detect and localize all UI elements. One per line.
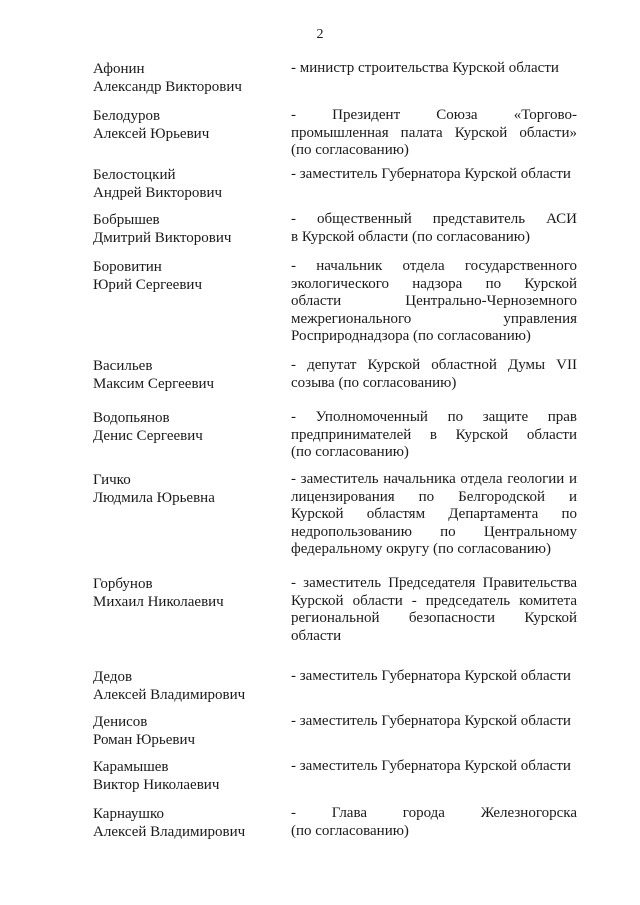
member-given-names: Виктор Николаевич <box>93 777 220 793</box>
member-position-line: созыва (по согласованию) <box>291 374 457 391</box>
member-position-line: - министр строительства Курской области <box>291 60 559 76</box>
member-given-names: Андрей Викторович <box>93 185 223 201</box>
member-name <box>93 107 283 143</box>
member-position-line: экологического надзора по Курской <box>291 275 577 292</box>
member-name <box>93 357 283 393</box>
member-position-line: федеральному округу (по согласованию) <box>291 541 551 557</box>
member-given-names: Дмитрий Викторович <box>93 230 232 246</box>
member-given-names: Максим Сергеевич <box>93 376 215 392</box>
member-given-names: Михаил Николаевич <box>93 594 224 610</box>
member-name <box>93 211 283 247</box>
member-name <box>93 758 283 794</box>
member-position <box>291 357 577 392</box>
member-position-line: недропользованию по Центральному <box>291 523 577 540</box>
member-position <box>291 258 577 346</box>
member-position-line: предпринимателей в Курской области <box>291 426 577 443</box>
member-position-line: - Глава города Железногорска <box>291 805 577 821</box>
member-position-line: (по согласованию) <box>291 822 409 839</box>
member-position-line: Курской области - председатель комитета <box>291 592 577 609</box>
member-given-names: Алексей Владимирович <box>93 824 246 840</box>
member-surname: Васильев <box>93 358 153 374</box>
member-given-names: Людмила Юрьевна <box>93 490 215 506</box>
member-position <box>291 713 577 731</box>
member-given-names: Александр Викторович <box>93 79 242 95</box>
member-given-names: Алексей Владимирович <box>93 687 246 703</box>
member-position <box>291 409 577 462</box>
member-position-line: - заместитель Губернатора Курской области <box>291 713 571 729</box>
member-surname: Карнаушко <box>93 806 164 822</box>
member-position-line: (по согласованию) <box>291 444 409 460</box>
member-surname: Денисов <box>93 714 148 730</box>
page-number: 2 <box>316 27 324 42</box>
member-given-names: Алексей Юрьевич <box>93 126 210 142</box>
member-position-line: межрегионального управления <box>291 310 577 327</box>
member-position <box>291 60 577 78</box>
member-position <box>291 758 577 776</box>
member-position-line: (по согласованию) <box>291 142 409 158</box>
member-given-names: Юрий Сергеевич <box>93 277 202 293</box>
member-position-line: - начальник отдела государственного <box>291 258 577 274</box>
member-name <box>93 575 283 611</box>
member-position-line: - заместитель Губернатора Курской области <box>291 166 571 182</box>
member-surname: Боровитин <box>93 259 162 275</box>
member-surname: Белостоцкий <box>93 167 176 183</box>
member-position-line: - общественный представитель АСИ <box>291 211 577 227</box>
member-given-names: Роман Юрьевич <box>93 732 196 748</box>
member-surname: Карамышев <box>93 759 169 775</box>
member-name <box>93 409 283 445</box>
member-position-line: - заместитель начальника отдела геологии и <box>291 471 577 487</box>
member-surname: Афонин <box>93 61 145 77</box>
member-surname: Горбунов <box>93 576 153 592</box>
member-position-line: Курской областям Департамента по <box>291 506 577 522</box>
member-position <box>291 805 577 840</box>
member-position <box>291 211 577 246</box>
member-position-line: области <box>291 627 342 644</box>
member-position-line: - Президент Союза «Торгово- <box>291 107 577 123</box>
member-surname: Гичко <box>93 472 131 488</box>
member-name <box>93 805 283 841</box>
member-name <box>93 471 283 507</box>
member-position-line: - заместитель Председателя Правительства <box>291 575 577 591</box>
member-surname: Водопьянов <box>93 410 170 426</box>
member-position-line: - заместитель Губернатора Курской области <box>291 668 571 684</box>
member-position-line: промышленная палата Курской области» <box>291 124 577 141</box>
member-name <box>93 258 283 294</box>
member-position <box>291 166 577 184</box>
member-position-line: Росприроднадзора (по согласованию) <box>291 328 531 344</box>
member-position <box>291 107 577 160</box>
member-position-line: области Центрально-Черноземного <box>291 293 577 309</box>
member-surname: Бобрышев <box>93 212 160 228</box>
member-position <box>291 471 577 559</box>
member-surname: Дедов <box>93 669 133 685</box>
member-position-line: - заместитель Губернатора Курской области <box>291 758 571 774</box>
member-name <box>93 713 283 749</box>
member-position-line: в Курской области (по согласованию) <box>291 228 530 245</box>
member-surname: Белодуров <box>93 108 161 124</box>
member-position <box>291 575 577 645</box>
member-name <box>93 166 283 202</box>
member-given-names: Денис Сергеевич <box>93 428 203 444</box>
member-name <box>93 60 283 96</box>
member-position <box>291 668 577 686</box>
member-position-line: региональной безопасности Курской <box>291 610 577 626</box>
member-position-line: - Уполномоченный по защите прав <box>291 409 577 425</box>
member-position-line: - депутат Курской областной Думы VII <box>291 357 577 373</box>
member-position-line: лицензирования по Белгородской и <box>291 488 577 505</box>
member-name <box>93 668 283 704</box>
